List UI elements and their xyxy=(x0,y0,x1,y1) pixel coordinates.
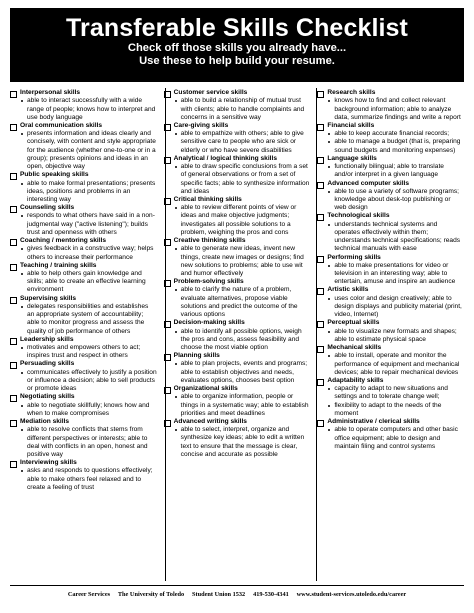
skill-checkbox[interactable] xyxy=(317,256,324,263)
skill-description: flexibility to adapt to the needs of the moment xyxy=(327,402,464,418)
skill-description-list xyxy=(20,270,157,295)
skill-section-body xyxy=(327,286,464,319)
skill-description: able to manage a budget (that is, preparing sound budgets and monitoring expenses) xyxy=(327,138,464,154)
skill-checkbox[interactable] xyxy=(164,91,171,98)
skill-section-body xyxy=(20,204,157,237)
skill-section xyxy=(10,122,157,171)
skill-checkbox[interactable] xyxy=(10,338,17,345)
skill-section xyxy=(317,89,464,122)
skill-section xyxy=(164,155,311,196)
skill-section-body xyxy=(20,459,157,492)
skill-checkbox[interactable] xyxy=(10,420,17,427)
skill-section-body xyxy=(20,418,157,459)
skill-section-body xyxy=(20,171,157,204)
skill-description-list xyxy=(327,352,464,377)
skill-heading: Care-giving skills xyxy=(173,121,229,129)
skill-description-list xyxy=(174,97,311,122)
skill-heading: Counseling skills xyxy=(20,204,75,212)
skill-section xyxy=(10,393,157,418)
skill-heading: Research skills xyxy=(327,89,376,96)
skill-section-body xyxy=(174,122,311,155)
skill-description-list xyxy=(327,295,464,320)
skill-checkbox[interactable] xyxy=(164,420,171,427)
skill-section xyxy=(10,237,157,262)
skill-heading: Financial skills xyxy=(327,121,375,129)
skill-description-list xyxy=(327,328,464,344)
skill-checkbox[interactable] xyxy=(164,280,171,287)
skill-section xyxy=(317,344,464,377)
skill-section xyxy=(317,212,464,253)
skill-checkbox[interactable] xyxy=(164,387,171,394)
skill-section xyxy=(164,122,311,155)
skill-description-list xyxy=(20,130,157,171)
skill-checkbox[interactable] xyxy=(10,91,17,98)
skill-checkbox[interactable] xyxy=(10,173,17,180)
skill-description-list xyxy=(327,188,464,213)
skill-section xyxy=(317,377,464,418)
skill-description: able to clarify the nature of a problem, evaluate alternatives, propose viable solutions and predict the outcome of the various options xyxy=(174,286,311,319)
skill-section-body xyxy=(174,385,311,418)
skill-description-list xyxy=(174,426,311,459)
skill-section xyxy=(164,196,311,237)
skill-description: able to visualize new formats and shapes; able to estimate physical space xyxy=(327,328,464,344)
skill-checkbox[interactable] xyxy=(164,239,171,246)
skill-section-body xyxy=(327,122,464,155)
skill-description: functionally bilingual; able to translate and/or interpret in a given language xyxy=(327,163,464,179)
skill-description-list xyxy=(327,130,464,155)
skill-section xyxy=(317,155,464,180)
skill-section xyxy=(164,352,311,385)
skill-section-body xyxy=(327,377,464,418)
skill-description: able to generate new ideas, invent new things, create new images or designs; find new solutions to problems; able to use wit and humor effectively xyxy=(174,245,311,278)
skill-heading: Interviewing skills xyxy=(20,459,77,467)
skill-description-list xyxy=(174,130,311,155)
skill-section xyxy=(317,319,464,344)
skills-column-2 xyxy=(164,89,311,581)
skill-section xyxy=(317,254,464,287)
skill-section-body xyxy=(327,89,464,122)
skills-column-3 xyxy=(317,89,464,581)
skill-checkbox[interactable] xyxy=(164,157,171,164)
skill-checkbox[interactable] xyxy=(10,124,17,131)
skill-heading: Critical thinking skills xyxy=(173,195,242,203)
skill-section-body xyxy=(327,212,464,253)
skill-description-list xyxy=(174,204,311,237)
skill-section xyxy=(10,418,157,459)
skill-heading: Language skills xyxy=(327,154,377,162)
skill-checkbox[interactable] xyxy=(317,420,324,427)
skill-section-body xyxy=(20,295,157,336)
skill-section-body xyxy=(327,155,464,180)
subtitle-line-1: Check off those skills you already have... xyxy=(127,42,347,54)
skill-description: able to organize information, people or things in a systematic way; able to establish priorities and meet deadlines xyxy=(174,393,311,418)
skill-heading: Administrative / clerical skills xyxy=(327,418,420,426)
skill-heading: Perceptual skills xyxy=(327,319,380,327)
skill-section-body xyxy=(327,344,464,377)
skill-section xyxy=(10,459,157,492)
skill-checkbox[interactable] xyxy=(317,157,324,164)
skill-description: able to make presentations for video or television in an interesting way; able to entertain, amuse and inspire an audience xyxy=(327,262,464,287)
skill-heading: Oral communication skills xyxy=(20,121,103,129)
skill-heading: Leadership skills xyxy=(20,335,74,343)
skill-checkbox[interactable] xyxy=(164,198,171,205)
skill-section xyxy=(317,418,464,451)
skill-description-list xyxy=(20,303,157,336)
skill-section xyxy=(164,418,311,459)
skill-description: able to draw specific conclusions from a set of general observations or from a set of specific facts; able to synthesize information and ideas xyxy=(174,163,311,196)
skill-description: delegates responsibilities and establishes an appropriate system of accountability; able to monitor progress and assess the quality of job performance of others xyxy=(20,303,157,336)
skill-section-body xyxy=(174,89,311,122)
skill-section xyxy=(10,171,157,204)
skill-section-body xyxy=(20,262,157,295)
skill-heading: Artistic skills xyxy=(327,286,369,294)
skill-description: able to resolve conflicts that stems from different perspectives or interests; able to deal with conflicts in an open, honest and positive way xyxy=(20,426,157,459)
skill-description: knows how to find and collect relevant background information; able to analyze data, summarize findings and write a report xyxy=(327,97,464,122)
title-banner xyxy=(10,8,464,82)
skill-section-body xyxy=(20,360,157,393)
skill-description-list xyxy=(20,402,157,418)
skill-checkbox[interactable] xyxy=(164,321,171,328)
skill-section-body xyxy=(174,278,311,319)
skill-checkbox[interactable] xyxy=(317,288,324,295)
skill-section-body xyxy=(174,319,311,352)
skill-heading: Customer service skills xyxy=(173,89,248,96)
skill-section xyxy=(164,319,311,352)
skill-section xyxy=(317,180,464,213)
skill-description-list xyxy=(327,163,464,179)
skill-section xyxy=(10,204,157,237)
skill-heading: Planning skills xyxy=(173,352,220,360)
skill-section xyxy=(164,385,311,418)
skill-description-list xyxy=(20,212,157,237)
skill-heading: Mediation skills xyxy=(20,418,70,426)
skill-section-body xyxy=(174,196,311,237)
skill-description: able to use a variety of software programs; knowledge about desk-top publishing or web design xyxy=(327,188,464,213)
skill-description: responds to what others have said in a non-judgmental way ("active listening"); builds trust and openness with others xyxy=(20,212,157,237)
skill-description-list xyxy=(174,360,311,385)
skill-section-body xyxy=(174,155,311,196)
skill-description-list xyxy=(174,245,311,278)
skill-checkbox[interactable] xyxy=(164,354,171,361)
skill-heading: Negotiating skills xyxy=(20,393,75,401)
skill-section-body xyxy=(327,319,464,344)
skill-description-list xyxy=(20,180,157,205)
skill-checkbox[interactable] xyxy=(10,206,17,213)
skill-checkbox[interactable] xyxy=(317,182,324,189)
skills-columns xyxy=(10,89,464,581)
skill-section xyxy=(10,89,157,122)
skill-heading: Creative thinking skills xyxy=(173,237,246,245)
skill-section-body xyxy=(174,237,311,278)
skill-section-body xyxy=(20,336,157,361)
skill-description: able to plan projects, events and programs; able to establish objectives and needs, evaluates options, chooses best option xyxy=(174,360,311,385)
skill-heading: Problem-solving skills xyxy=(173,278,244,286)
skill-description: able to empathize with others; able to give sensitive care to people who are sick or elderly or who have severe disabilities xyxy=(174,130,311,155)
skill-description: motivates and empowers others to act; inspires trust and respect in others xyxy=(20,344,157,360)
skill-heading: Analytical / logical thinking skills xyxy=(173,154,278,162)
skill-section-body xyxy=(20,122,157,171)
skill-heading: Public speaking skills xyxy=(20,171,89,179)
skill-description: uses color and design creatively; able to design displays and publicity material (print, video, Internet) xyxy=(327,295,464,320)
skill-description: able to review different points of view or ideas and make objective judgments; investigates all possible solutions to a problem, weighing the pros and cons xyxy=(174,204,311,237)
skill-description-list xyxy=(327,426,464,451)
skill-description: able to interact successfully with a wide range of people; knows how to interpret and use body language xyxy=(20,97,157,122)
skill-checkbox[interactable] xyxy=(10,239,17,246)
skill-heading: Organizational skills xyxy=(173,385,238,393)
skill-description-list xyxy=(174,328,311,353)
skill-heading: Performing skills xyxy=(327,253,381,261)
skill-description-list xyxy=(174,286,311,319)
skill-section xyxy=(164,237,311,278)
skill-description-list xyxy=(20,245,157,261)
skill-checkbox[interactable] xyxy=(317,91,324,98)
skill-checkbox[interactable] xyxy=(164,124,171,131)
skill-description: asks and responds to questions effectively; able to make others feel relaxed and to create a feeling of trust xyxy=(20,467,157,492)
skill-heading: Coaching / mentoring skills xyxy=(20,237,107,245)
skill-description-list xyxy=(327,385,464,418)
skill-checkbox[interactable] xyxy=(317,214,324,221)
footer-contact: Career Services The University of Toledo Student Union 1532 419-530-4341 www.student-services.utoledo.edu/career xyxy=(10,585,464,606)
skill-checkbox[interactable] xyxy=(317,321,324,328)
skill-description: able to select, interpret, organize and synthesize key ideas; able to edit a written text to ensure that the message is clear, concise and accurate as possible xyxy=(174,426,311,459)
skill-heading: Advanced computer skills xyxy=(327,179,410,187)
skill-heading: Decision-making skills xyxy=(173,319,245,327)
skill-heading: Advanced writing skills xyxy=(173,417,247,425)
skill-heading: Persuading skills xyxy=(20,360,75,368)
skill-heading: Mechanical skills xyxy=(327,344,382,352)
skill-heading: Technological skills xyxy=(327,212,390,220)
skill-section xyxy=(10,295,157,336)
skill-description-list xyxy=(20,467,157,492)
skill-description: able to identify all possible options, weigh the pros and cons, assess feasibility and choose the most viable option xyxy=(174,328,311,353)
skill-section-body xyxy=(20,237,157,262)
skill-description: gives feedback in a constructive way; helps others to increase their performance xyxy=(20,245,157,261)
skill-section xyxy=(10,360,157,393)
skill-description: able to make formal presentations; presents ideas, positions and problems in an interesting way xyxy=(20,180,157,205)
skill-section-body xyxy=(20,393,157,418)
skill-description-list xyxy=(20,344,157,360)
subtitle-line-2: Use these to help build your resume. xyxy=(139,55,335,67)
skill-checkbox[interactable] xyxy=(10,264,17,271)
skill-heading: Teaching / training skills xyxy=(20,261,97,269)
skill-description: able to install, operate and monitor the performance of equipment and mechanical devices; able to repair mechanical devices xyxy=(327,352,464,377)
skill-section xyxy=(164,89,311,122)
skills-column-1 xyxy=(10,89,157,581)
skill-section-body xyxy=(174,418,311,459)
skill-section xyxy=(317,122,464,155)
skill-description-list xyxy=(327,97,464,122)
skill-description-list xyxy=(174,163,311,196)
skill-section-body xyxy=(174,352,311,385)
skill-description-list xyxy=(327,221,464,254)
skill-description: understands technical systems and operates effectively within them; understands technical specifications; reads technical manuals with ease xyxy=(327,221,464,254)
skill-description: able to negotiate skillfully; knows how and when to make compromises xyxy=(20,402,157,418)
skill-heading: Interpersonal skills xyxy=(20,89,81,96)
skill-description: able to build a relationship of mutual trust with clients; able to handle complaints and concerns in a sensitive way xyxy=(174,97,311,122)
skill-section-body xyxy=(327,418,464,451)
skill-description-list xyxy=(327,262,464,287)
skill-checkbox[interactable] xyxy=(10,395,17,402)
skill-heading: Adaptability skills xyxy=(327,376,384,384)
skill-section-body xyxy=(327,254,464,287)
skill-description: able to keep accurate financial records; xyxy=(327,130,464,138)
skill-heading: Supervising skills xyxy=(20,294,77,302)
skill-section xyxy=(10,262,157,295)
skill-description-list xyxy=(20,426,157,459)
skill-checkbox[interactable] xyxy=(317,124,324,131)
skill-checkbox[interactable] xyxy=(10,461,17,468)
skill-description-list xyxy=(174,393,311,418)
skill-description: able to operate computers and other basic office equipment; able to design and maintain filing and control systems xyxy=(327,426,464,451)
skill-description: presents information and ideas clearly and concisely, with content and style appropriate for the audience (whether one-to-one or in a group); presents opinions and ideas in an open, objective way xyxy=(20,130,157,171)
skill-checkbox[interactable] xyxy=(10,297,17,304)
skill-section xyxy=(317,286,464,319)
skill-section-body xyxy=(20,89,157,122)
skill-checkbox[interactable] xyxy=(10,362,17,369)
skill-description: able to help others gain knowledge and skills; able to create an effective learning environment xyxy=(20,270,157,295)
skill-section-body xyxy=(327,180,464,213)
page-title: Transferable Skills Checklist xyxy=(66,14,408,42)
skill-description-list xyxy=(20,97,157,122)
skill-checkbox[interactable] xyxy=(317,379,324,386)
skill-checkbox[interactable] xyxy=(317,346,324,353)
skill-description: capacity to adapt to new situations and settings and to tolerate change well; xyxy=(327,385,464,401)
skill-description-list xyxy=(20,369,157,394)
skill-description: communicates effectively to justify a position or influence a decision; able to sell products or promote ideas xyxy=(20,369,157,394)
skill-section xyxy=(164,278,311,319)
skill-section xyxy=(10,336,157,361)
